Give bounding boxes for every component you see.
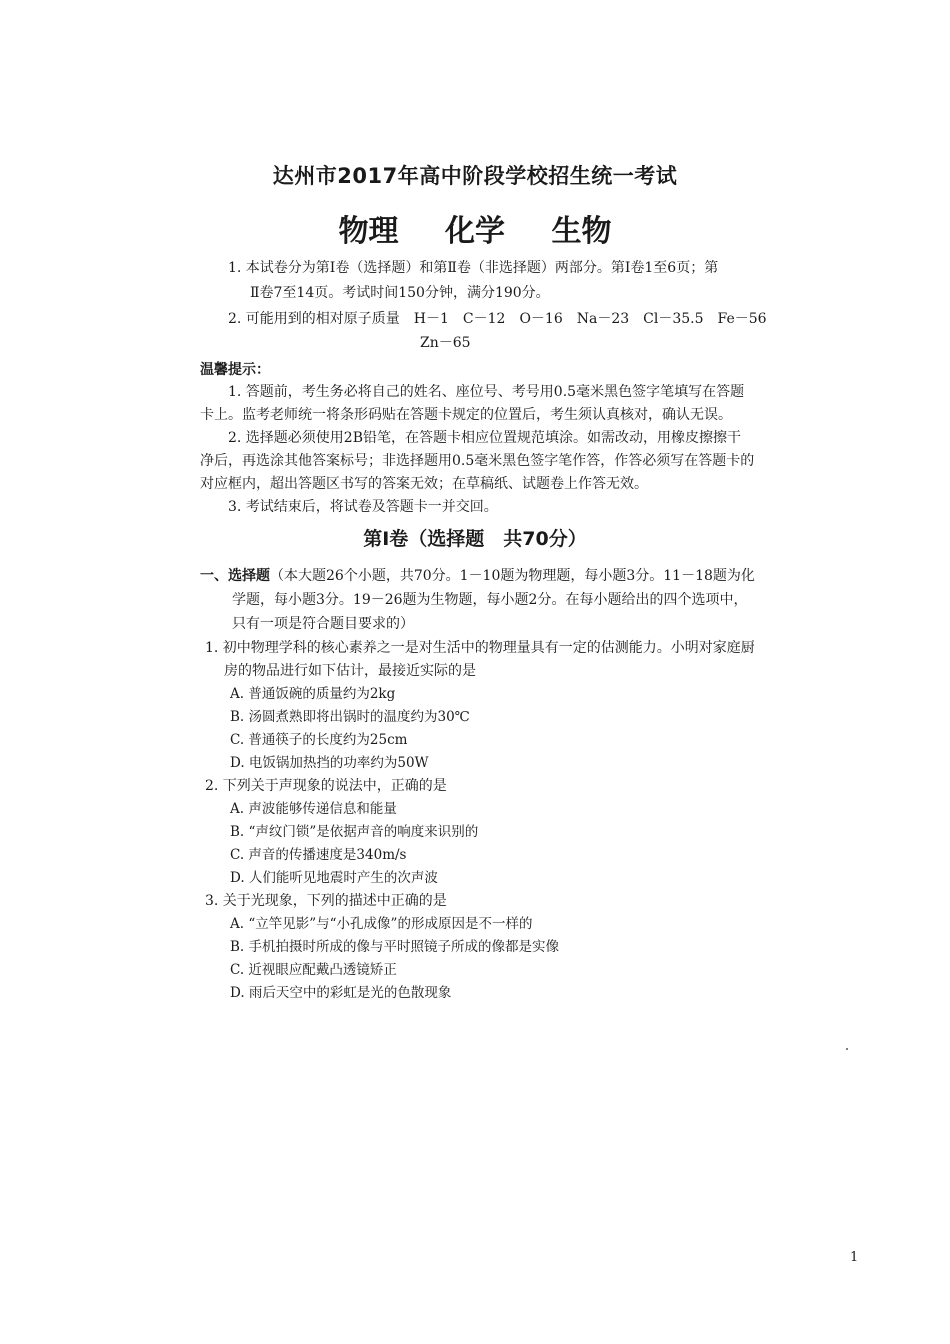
subject-biology: 生物 xyxy=(551,214,612,249)
tip-2-line-2: 净后，再选涂其他答案标号；非选择题用0.5毫米黑色签字笔作答，作答必须写在答题卡的 xyxy=(200,453,755,469)
question-3-option-d: D. 雨后天空中的彩虹是光的色散现象 xyxy=(230,985,452,1001)
question-3-stem: 3. 关于光现象，下列的描述中正确的是 xyxy=(205,893,447,909)
question-1-option-c: C. 普通筷子的长度约为25cm xyxy=(230,732,408,748)
tip-2-line-1: 2. 选择题必须使用2B铅笔，在答题卡相应位置规范填涂。如需改动，用橡皮擦擦干 xyxy=(228,430,742,446)
question-2-option-b: B. “声纹门锁”是依据声音的响度来识别的 xyxy=(230,824,479,840)
tips-heading: 温馨提示： xyxy=(200,362,270,378)
page-number: 1 xyxy=(850,1250,859,1265)
note-1-line-2: Ⅱ卷7至14页。考试时间150分钟，满分190分。 xyxy=(250,285,550,301)
subject-physics: 物理 xyxy=(338,214,399,249)
part-instructions-line-1 xyxy=(200,566,755,586)
part-text-a: （本大题26个小题，共70分。1－10题为物理题，每小题3分。11－18题为化 xyxy=(270,568,755,584)
part-instructions-line-3: 只有一项是符合题目要求的） xyxy=(232,616,414,632)
part-label: 一、选择题 xyxy=(200,568,270,584)
exam-title: 达州市2017年高中阶段学校招生统一考试 xyxy=(272,164,678,188)
tip-3: 3. 考试结束后，将试卷及答题卡一并交回。 xyxy=(228,499,498,515)
tip-1-line-2: 卡上。监考老师统一将条形码贴在答题卡规定的位置后，考生须认真核对，确认无误。 xyxy=(200,407,732,423)
subjects-heading xyxy=(0,206,950,250)
question-3-option-b: B. 手机拍摄时所成的像与平时照镜子所成的像都是实像 xyxy=(230,939,560,955)
tip-1-line-1: 1. 答题前，考生务必将自己的姓名、座位号、考号用0.5毫米黑色签字笔填写在答题 xyxy=(228,384,745,400)
question-2-option-d: D. 人们能听见地震时产生的次声波 xyxy=(230,870,438,886)
question-1-stem-line-1: 1. 初中物理学科的核心素养之一是对生活中的物理量具有一定的估测能力。小明对家庭厨 xyxy=(205,640,755,656)
section-title: 第Ⅰ卷（选择题 共70分） xyxy=(363,528,587,550)
part-instructions-line-2: 学题，每小题3分。19－26题为生物题，每小题2分。在每小题给出的四个选项中， xyxy=(232,592,748,608)
question-2-stem: 2. 下列关于声现象的说法中，正确的是 xyxy=(205,778,447,794)
scan-speck xyxy=(846,1048,848,1050)
note-2-line-2: Zn－65 xyxy=(420,335,471,351)
question-3-option-c: C. 近视眼应配戴凸透镜矫正 xyxy=(230,962,397,978)
question-1-option-a: A. 普通饭碗的质量约为2kg xyxy=(230,686,396,702)
tip-2-line-3: 对应框内，超出答题区书写的答案无效；在草稿纸、试题卷上作答无效。 xyxy=(200,476,648,492)
question-1-stem-line-2: 房的物品进行如下估计，最接近实际的是 xyxy=(224,663,476,679)
question-2-option-a: A. 声波能够传递信息和能量 xyxy=(230,801,397,817)
note-1-line-1: 1. 本试卷分为第Ⅰ卷（选择题）和第Ⅱ卷（非选择题）两部分。第Ⅰ卷1至6页；第 xyxy=(228,260,719,276)
question-2-option-c: C. 声音的传播速度是340m/s xyxy=(230,847,407,863)
subject-chemistry: 化学 xyxy=(445,214,505,249)
question-1-option-d: D. 电饭锅加热挡的功率约为50W xyxy=(230,755,429,771)
note-2-line-1: 2. 可能用到的相对原子质量 H－1 C－12 O－16 Na－23 Cl－35.5 Fe－56 xyxy=(228,311,767,327)
question-3-option-a: A. “立竿见影”与“小孔成像”的形成原因是不一样的 xyxy=(230,916,533,932)
question-1-option-b: B. 汤圆煮熟即将出锅时的温度约为30℃ xyxy=(230,709,470,725)
